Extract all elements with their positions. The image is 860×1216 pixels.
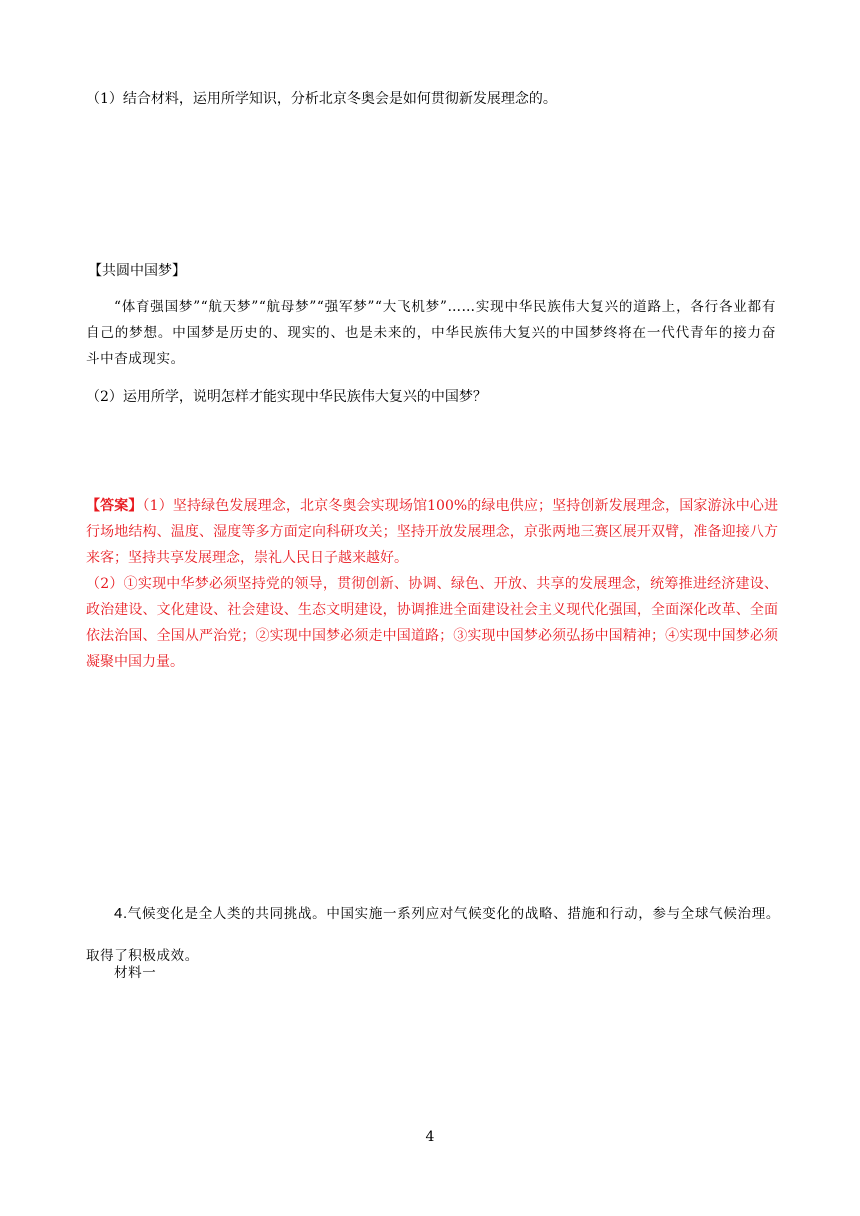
- question-2: （2）运用所学，说明怎样才能实现中华民族伟大复兴的中国梦？: [86, 389, 487, 405]
- answer-part-1: [86, 493, 778, 571]
- section-title: 【共圆中国梦】: [88, 263, 186, 279]
- material-label: 材料一: [114, 965, 157, 981]
- question-4-text: 气候变化是全人类的共同挑战。中国实施一系列应对气候变化的战略、措施和行动，参与全球气候治理。取得了积极成效。: [86, 906, 780, 964]
- answer-block: [86, 493, 778, 675]
- question-4-number: 4.: [114, 905, 128, 922]
- question-4: [86, 893, 780, 977]
- answer-part-2: （2）①实现中华梦必须坚持党的领导，贯彻创新、协调、绿色、开放、共享的发展理念，统筹推进经济建设、政治建设、文化建设、社会建设、生态文明建设，协调推进全面建设社会主义现代化强国，全面深化改革、全面依法治国、全国从严治党；②实现中国梦必须走中国道路；③实现中国梦必须弘扬中国精神；④实现中国梦必须凝聚中国力量。: [86, 576, 778, 670]
- page-number: 4: [425, 1129, 435, 1145]
- question-1: （1）结合材料，运用所学知识，分析北京冬奥会是如何贯彻新发展理念的。: [86, 91, 557, 107]
- answer-tag: 【答案】: [86, 498, 143, 514]
- material-text: “体育强国梦”“航天梦”“航母梦”“强军梦”“大飞机梦”……实现中华民族伟大复兴的道路上，各行各业都有自己的梦想。中国梦是历史的、现实的、也是未来的，中华民族伟大复兴的中国梦终将在一代代青年的接力奋斗中杳成现实。: [86, 299, 776, 367]
- answer-part-1-text: （1）坚持绿色发展理念，北京冬奥会实现场馆100%的绿电供应；坚持创新发展理念，国家游泳中心进行场地结构、温度、湿度等多方面定向科研攻关；坚持开放发展理念，京张两地三赛区展开双臂，准备迎接八方来客；坚持共享发展理念，崇礼人民日子越来越好。: [86, 498, 779, 566]
